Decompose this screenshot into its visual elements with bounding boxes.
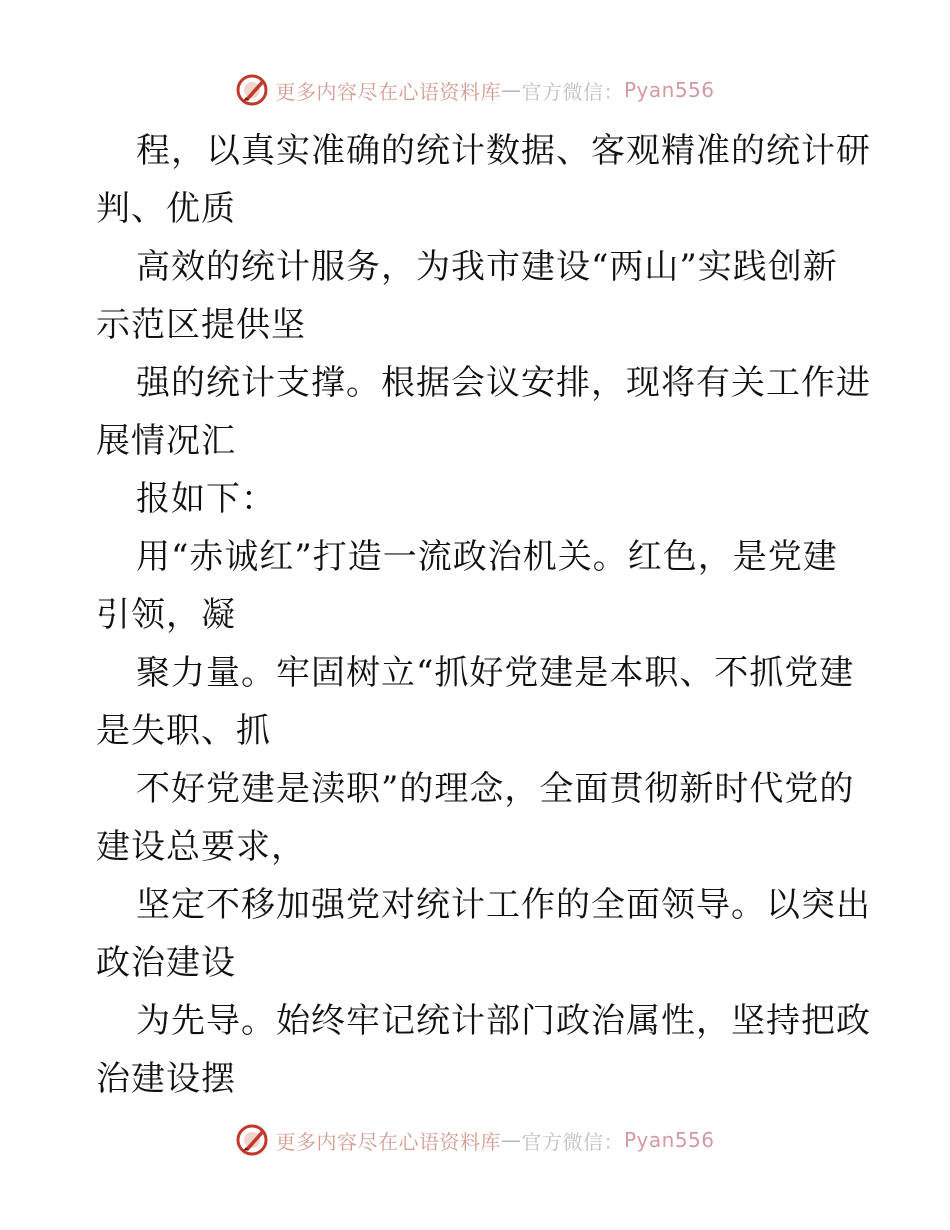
header-wechat-label: 官方微信： bbox=[521, 79, 624, 104]
body-line: 报如下： bbox=[136, 479, 276, 519]
header-banner bbox=[0, 70, 950, 110]
body-line: 不好党建是渎职”的理念，全面贯彻新时代党的 bbox=[136, 769, 855, 809]
footer-banner bbox=[0, 1120, 950, 1160]
header-separator: — bbox=[500, 78, 522, 102]
brand-logo-icon bbox=[235, 1123, 269, 1157]
body-line: 为先导。始终牢记统计部门政治属性，坚持把政 bbox=[136, 1001, 871, 1041]
body-line: 聚力量。牢固树立“抓好党建是本职、不抓党建 bbox=[136, 653, 855, 693]
footer-wechat-label: 官方微信： bbox=[521, 1129, 624, 1154]
body-line: 是失职、抓 bbox=[96, 711, 271, 751]
body-line: 高效的统计服务，为我市建设“两山”实践创新 bbox=[136, 247, 838, 287]
body-line: 判、优质 bbox=[96, 189, 236, 229]
body-line: 展情况汇 bbox=[96, 421, 236, 461]
header-wechat-id: Pyan556 bbox=[623, 78, 715, 102]
body-line: 治建设摆 bbox=[96, 1059, 236, 1099]
footer-promo-text: 更多内容尽在心语资料库 bbox=[275, 1129, 501, 1154]
brand-logo-icon bbox=[235, 73, 269, 107]
footer-separator: — bbox=[500, 1128, 522, 1152]
body-line: 引领，凝 bbox=[96, 595, 236, 635]
footer-wechat-id: Pyan556 bbox=[623, 1128, 715, 1152]
body-line: 示范区提供坚 bbox=[96, 305, 306, 345]
body-line: 建设总要求， bbox=[96, 827, 306, 867]
header-promo-text: 更多内容尽在心语资料库 bbox=[275, 79, 501, 104]
body-line: 政治建设 bbox=[96, 943, 236, 983]
body-line: 强的统计支撑。根据会议安排，现将有关工作进 bbox=[136, 363, 871, 403]
body-line: 坚定不移加强党对统计工作的全面领导。以突出 bbox=[136, 885, 871, 925]
document-body bbox=[96, 122, 871, 1108]
body-line: 程，以真实准确的统计数据、客观精准的统计研 bbox=[136, 131, 871, 171]
body-line: 用“赤诚红”打造一流政治机关。红色，是党建 bbox=[136, 537, 838, 577]
